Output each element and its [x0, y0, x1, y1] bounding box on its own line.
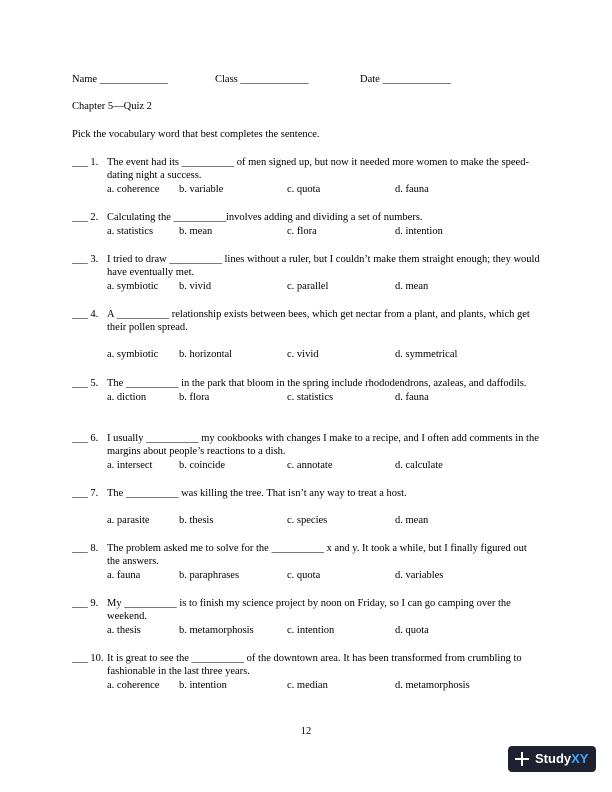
question-number: ___ 1.: [72, 157, 99, 168]
option-b: b. metamorphosis: [179, 625, 254, 636]
option-b: b. coincide: [179, 460, 226, 471]
quiz-title: Chapter 5—Quiz 2: [72, 101, 152, 112]
question-text: Calculating the __________involves adding and dividing a set of numbers.: [107, 212, 423, 223]
option-a: a. statistics: [107, 226, 154, 237]
question-number: ___ 10.: [72, 653, 104, 664]
option-b: b. intention: [179, 680, 227, 691]
question-9: [72, 597, 542, 637]
option-c: c. quota: [287, 570, 321, 581]
question-4: [72, 308, 542, 361]
question-number: ___ 6.: [72, 433, 99, 444]
option-c: c. species: [287, 515, 328, 526]
question-7: [72, 487, 542, 527]
option-c: c. flora: [287, 226, 317, 237]
option-d: d. quota: [395, 625, 429, 636]
brand-accent-text: XY: [571, 751, 589, 766]
question-number: ___ 7.: [72, 488, 99, 499]
question-text: I usually __________ my cookbooks with changes I make to a recipe, and I often add comments in the margins about people’s reactions to a dish.: [107, 433, 539, 457]
option-c: c. vivid: [287, 349, 319, 360]
option-b: b. variable: [179, 184, 224, 195]
plus-icon: [515, 752, 529, 766]
option-a: a. thesis: [107, 625, 141, 636]
question-number: ___ 4.: [72, 309, 99, 320]
question-10: [72, 652, 542, 692]
option-d: d. intention: [395, 226, 443, 237]
option-d: d. mean: [395, 515, 429, 526]
instructions: Pick the vocabulary word that best completes the sentence.: [72, 129, 320, 140]
studyxy-badge[interactable]: [508, 746, 596, 772]
question-number: ___ 8.: [72, 543, 99, 554]
option-c: c. statistics: [287, 392, 334, 403]
question-6: [72, 432, 542, 472]
option-d: d. fauna: [395, 184, 429, 195]
option-b: b. mean: [179, 226, 213, 237]
question-number: ___ 3.: [72, 254, 99, 265]
option-b: b. flora: [179, 392, 210, 403]
question-text: The __________ was killing the tree. That isn’t any way to treat a host.: [107, 488, 407, 499]
option-b: b. thesis: [179, 515, 214, 526]
question-3: [72, 253, 542, 293]
option-b: b. vivid: [179, 281, 212, 292]
option-a: a. symbiotic: [107, 281, 159, 292]
question-text: It is great to see the __________ of the downtown area. It has been transformed from crumbling to fashionable in the last three years.: [107, 653, 522, 677]
question-number: ___ 2.: [72, 212, 99, 223]
question-text: I tried to draw __________ lines without a ruler, but I couldn’t make them straight enough; they would have eventually met.: [107, 254, 540, 278]
option-d: d. variables: [395, 570, 444, 581]
option-a: a. parasite: [107, 515, 150, 526]
question-8: [72, 542, 542, 582]
option-d: d. metamorphosis: [395, 680, 470, 691]
option-c: c. parallel: [287, 281, 329, 292]
question-text: My __________ is to finish my science project by noon on Friday, so I can go camping over the weekend.: [107, 598, 511, 622]
question-number: ___ 9.: [72, 598, 99, 609]
question-text: The problem asked me to solve for the __________ x and y. It took a while, but I finally figured out the answers.: [107, 543, 527, 567]
option-a: a. diction: [107, 392, 147, 403]
option-c: c. annotate: [287, 460, 333, 471]
question-1: [72, 156, 542, 196]
option-a: a. fauna: [107, 570, 141, 581]
option-c: c. quota: [287, 184, 321, 195]
option-a: a. coherence: [107, 184, 160, 195]
page-number: 12: [300, 726, 312, 737]
option-d: d. calculate: [395, 460, 443, 471]
question-number: ___ 5.: [72, 378, 99, 389]
date-field: Date _____________: [360, 74, 451, 85]
option-b: b. horizontal: [179, 349, 233, 360]
option-d: d. mean: [395, 281, 429, 292]
question-2: [72, 211, 542, 238]
option-a: a. coherence: [107, 680, 160, 691]
option-d: d. symmetrical: [395, 349, 458, 360]
name-field: Name _____________: [72, 74, 168, 85]
question-5: [72, 377, 542, 404]
class-field: Class _____________: [215, 74, 309, 85]
question-text: A __________ relationship exists between bees, which get nectar from a plant, and plants, which get their pollen spread.: [107, 309, 530, 333]
question-text: The event had its __________ of men signed up, but now it needed more women to make the speed-dating night a success.: [107, 157, 529, 181]
question-text: The __________ in the park that bloom in the spring include rhododendrons, azaleas, and daffodils.: [107, 378, 527, 389]
brand-logo: [535, 746, 588, 772]
option-c: c. intention: [287, 625, 335, 636]
option-a: a. symbiotic: [107, 349, 159, 360]
option-b: b. paraphrases: [179, 570, 240, 581]
option-d: d. fauna: [395, 392, 429, 403]
option-c: c. median: [287, 680, 328, 691]
brand-main-text: Study: [535, 751, 572, 766]
option-a: a. intersect: [107, 460, 153, 471]
